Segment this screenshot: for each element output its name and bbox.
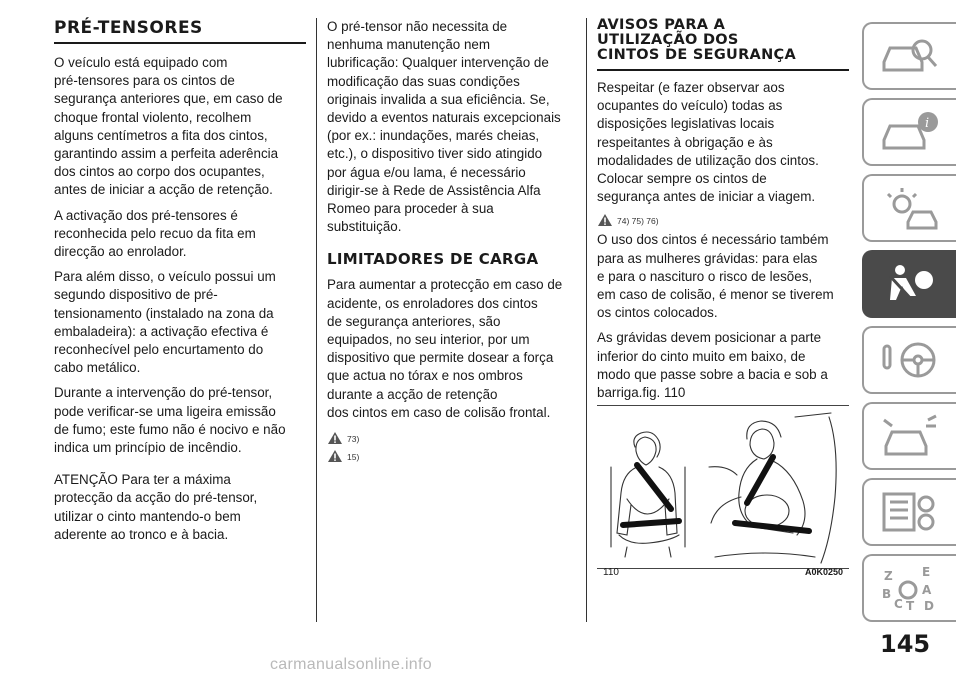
title-underline bbox=[597, 69, 849, 71]
tab-car-breakdown[interactable] bbox=[862, 402, 956, 470]
column-middle bbox=[327, 18, 579, 467]
paragraph: A activação dos pré-tensores é reconhecida pelo recuo da fita em direcção ao enrolador. bbox=[54, 207, 256, 260]
watermark: carmanualsonline.info bbox=[270, 656, 432, 673]
warning-triangle-icon bbox=[597, 213, 613, 227]
tab-airbag-seatbelt[interactable] bbox=[862, 250, 956, 318]
section-title-pretensores: PRÉ-TENSORES bbox=[54, 18, 203, 38]
paragraph: Respeitar (e fazer observar aos ocupantes do veículo) todas as disposições legislativas locais respeitantes à obrigação e às modalidades de utilização dos cintos. Colocar sempre os cintos de segurança antes de iniciar a viagem. bbox=[597, 80, 819, 205]
column-divider bbox=[586, 18, 587, 622]
warning-reference bbox=[327, 431, 579, 445]
page-number: 145 bbox=[880, 630, 931, 658]
warning-reference bbox=[597, 213, 849, 227]
section-title-avisos: AVISOS PARA A UTILIZAÇÃO DOS CINTOS DE SEGURANÇA bbox=[597, 17, 796, 63]
svg-text:T: T bbox=[906, 599, 915, 612]
paragraph: O veículo está equipado com pré-tensores para os cintos de segurança anteriores que, em caso de choque frontal violento, recolhem alguns centímetros a fita dos cintos, garantindo assim a perfeita aderência dos cintos ao corpo dos ocupantes, antes de iniciar a acção de retenção. bbox=[54, 55, 283, 198]
figure-code: A0K0250 bbox=[804, 567, 843, 577]
paragraph: As grávidas devem posicionar a parte inferior do cinto muito em baixo, de modo que passe sobre a bacia e sob a barriga.fig. 110 bbox=[597, 330, 828, 401]
paragraph: O pré-tensor não necessita de nenhuma manutenção nem lubrificação: Qualquer intervenção de modificação das suas condições originais invalida a sua eficiência. Se, devido a eventos naturais excepcionais (por ex.: inundações, marés cheias, etc.), o dispositivo tiver sido atingido por água e/ou lama, é necessário dirigir-se à Rede de Assistência Alfa Romeo para proceder à sua substituição. bbox=[327, 19, 561, 235]
tab-maintenance[interactable] bbox=[862, 478, 956, 546]
tab-car-info[interactable] bbox=[862, 98, 956, 166]
attention-paragraph: ATENÇÃO Para ter a máxima protecção da acção do pré-tensor, utilizar o cinto mantendo-o bem aderente ao tronco e à bacia. bbox=[54, 472, 258, 542]
warning-triangle-icon bbox=[327, 449, 343, 463]
warning-number: 15) bbox=[347, 452, 360, 463]
column-left bbox=[54, 18, 306, 551]
svg-text:Z: Z bbox=[884, 569, 893, 583]
chapter-sidebar bbox=[858, 22, 960, 630]
svg-text:A: A bbox=[922, 583, 932, 597]
svg-text:C: C bbox=[894, 597, 903, 611]
tab-car-search[interactable] bbox=[862, 22, 956, 90]
paragraph: Para aumentar a protecção em caso de acidente, os enroladores dos cintos de segurança anteriores, são equipados, no seu interior, por um dispositivo que permite dosear a força que actua no tórax e nos ombros durante a acção de retenção dos cintos em caso de colisão frontal. bbox=[327, 277, 563, 420]
warning-reference bbox=[327, 449, 579, 463]
maintenance-checklist-icon bbox=[878, 488, 942, 536]
column-divider bbox=[316, 18, 317, 622]
title-underline bbox=[54, 42, 306, 44]
car-breakdown-icon bbox=[878, 412, 942, 460]
airbag-seatbelt-icon bbox=[878, 260, 942, 308]
paragraph: Durante a intervenção do pré-tensor, pode verificar-se uma ligeira emissão de fumo; este fumo não é nocivo e não indica um princípio de incêndio. bbox=[54, 385, 286, 456]
column-right bbox=[597, 18, 849, 409]
warning-number: 73) bbox=[347, 434, 360, 445]
alphabetical-index-icon bbox=[878, 564, 942, 612]
svg-text:B: B bbox=[882, 587, 892, 601]
warning-numbers: 74) 75) 76) bbox=[617, 216, 659, 227]
car-info-icon bbox=[878, 108, 942, 156]
car-search-icon bbox=[878, 32, 942, 80]
tab-alphabetical-index[interactable] bbox=[862, 554, 956, 622]
figure-top-rule bbox=[597, 405, 849, 406]
pregnant-woman-seatbelt-illustration bbox=[597, 407, 849, 567]
tab-dashboard-lights[interactable] bbox=[862, 174, 956, 242]
steering-wheel-key-icon bbox=[878, 336, 942, 384]
figure-110 bbox=[597, 405, 849, 577]
paragraph: O uso dos cintos é necessário também para as mulheres grávidas: para elas e para o nascituro o risco de lesões, em caso de colisão, é menor se tiverem os cintos colocados. bbox=[597, 232, 834, 321]
warning-triangle-icon bbox=[327, 431, 343, 445]
svg-text:E: E bbox=[922, 565, 931, 579]
svg-text:D: D bbox=[924, 599, 934, 612]
tab-steering-wheel[interactable] bbox=[862, 326, 956, 394]
paragraph: Para além disso, o veículo possui um segundo dispositivo de pré- tensionamento (instalado na zona da embaladeira): a activação efectiva é reconhecível pelo encurtamento do cabo metálico. bbox=[54, 269, 276, 376]
dashboard-lights-icon bbox=[878, 184, 942, 232]
figure-number: 110 bbox=[603, 567, 619, 578]
section-title-limitadores: LIMITADORES DE CARGA bbox=[327, 250, 539, 269]
svg-text:i: i bbox=[925, 116, 930, 131]
